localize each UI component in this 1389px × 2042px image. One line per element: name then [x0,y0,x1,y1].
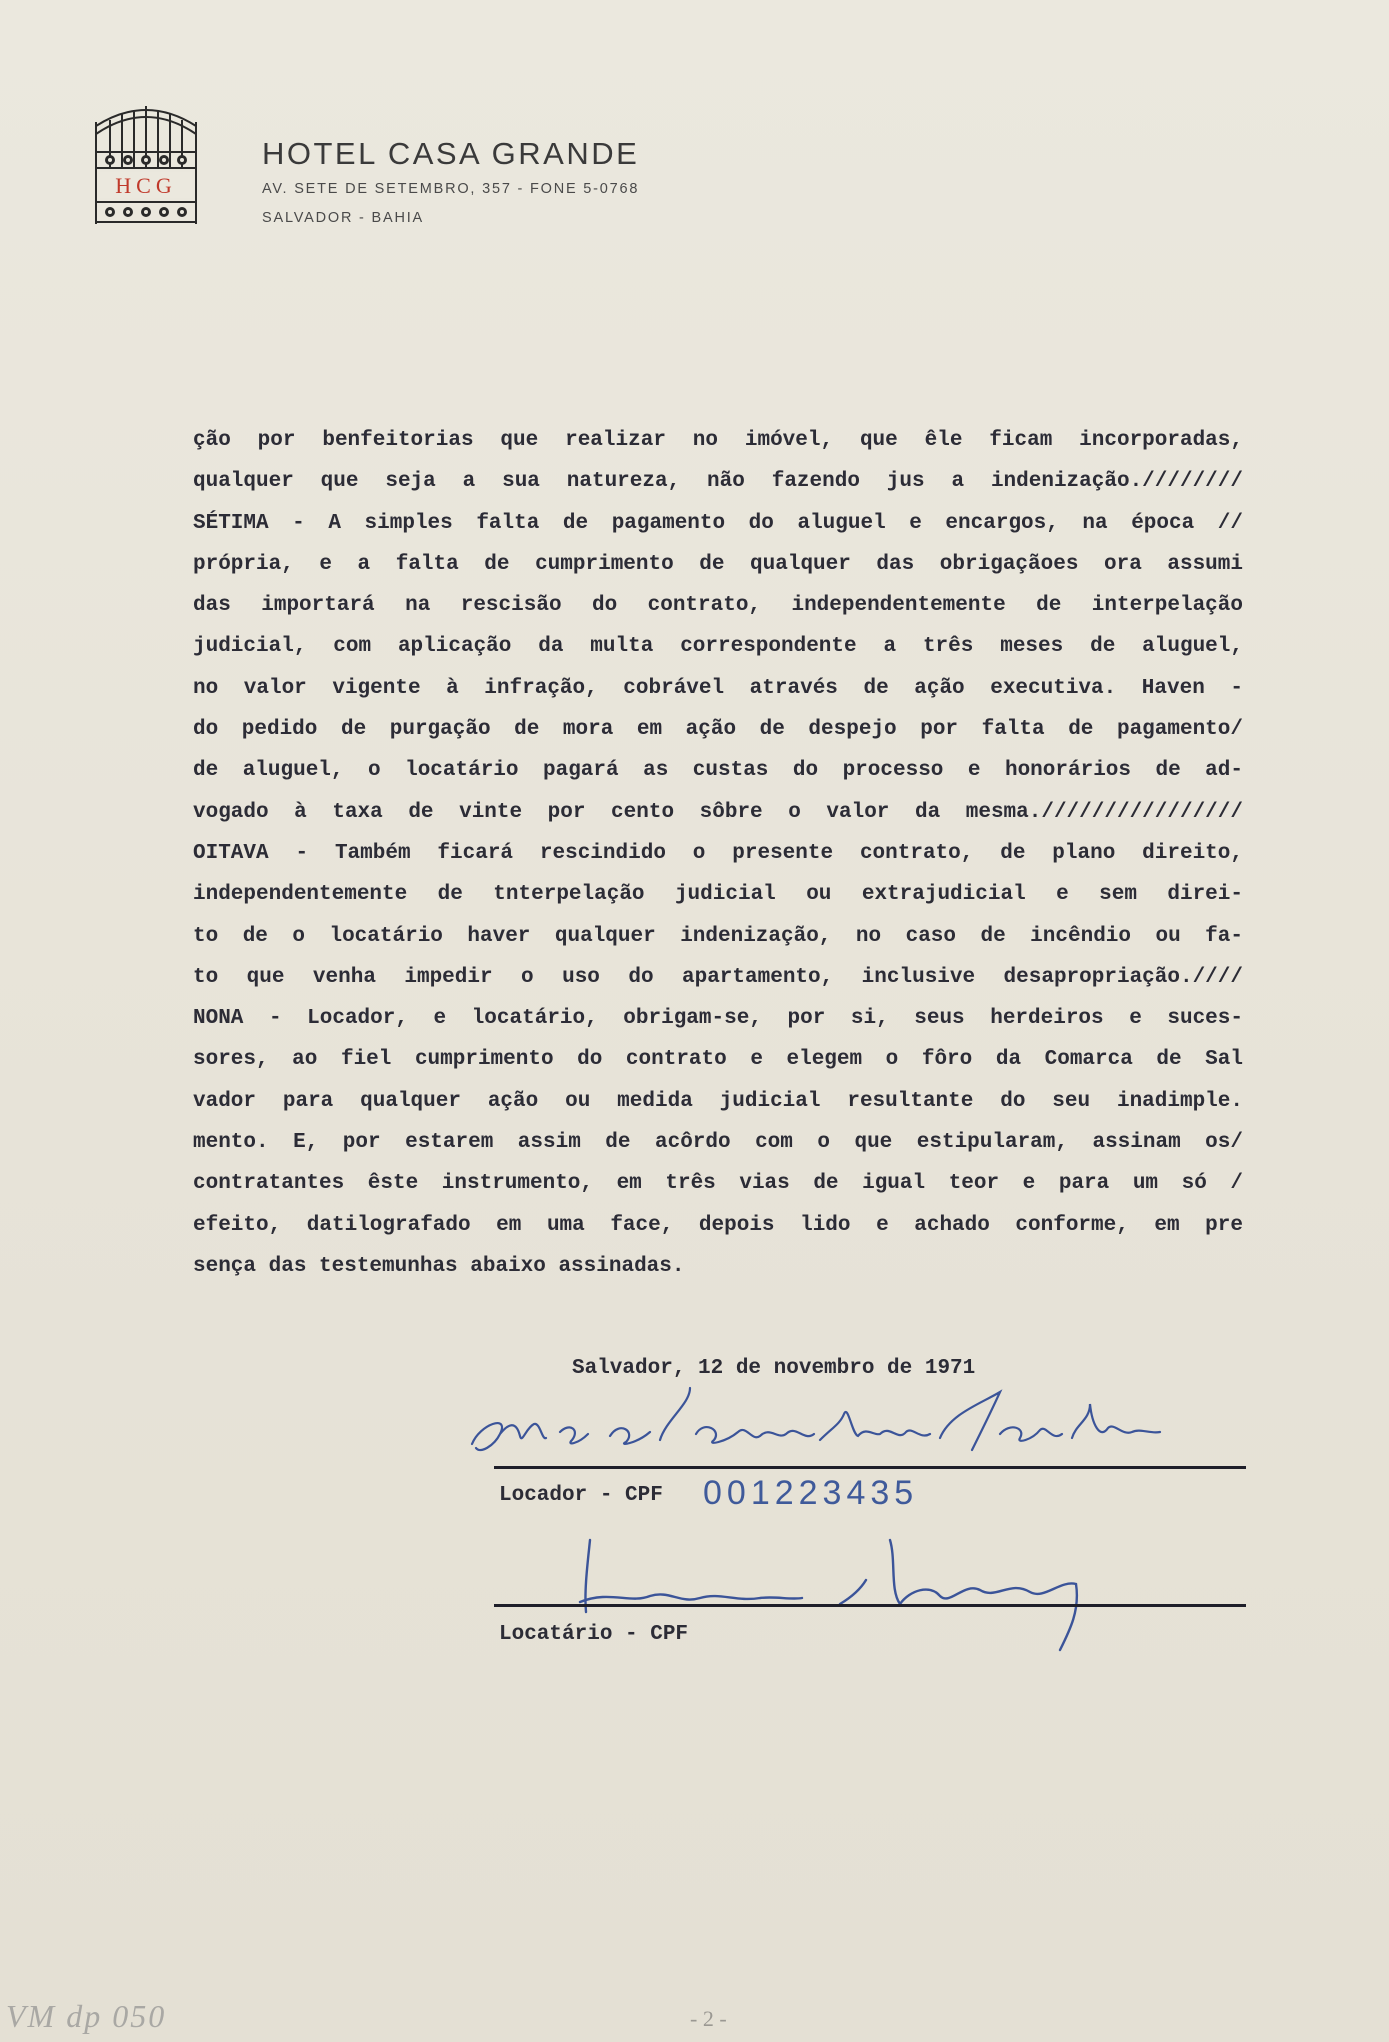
hotel-address: AV. SETE DE SETEMBRO, 357 - FONE 5-0768 [262,181,640,197]
body-line: contratantes êste instrumento, em três vias de igual teor e para um só / [193,1172,1243,1196]
locatario-label: Locatário - CPF [499,1623,689,1646]
locador-signature-line [494,1466,1246,1469]
locador-cpf: 001223435 [703,1474,919,1512]
hotel-city: SALVADOR - BAHIA [262,210,425,226]
body-line: to de o locatário haver qualquer indenização, no caso de incêndio ou fa- [193,924,1243,948]
hotel-name: HOTEL CASA GRANDE [262,136,640,171]
body-line: sença das testemunhas abaixo assinadas. [193,1254,685,1278]
logo-monogram: HCG [115,173,177,198]
body-line: sores, ao fiel cumprimento do contrato e elegem o fôro da Comarca de Sal [193,1048,1243,1072]
place-date: Salvador, 12 de novembro de 1971 [572,1357,976,1380]
body-line: to que venha impedir o uso do apartamento, inclusive desapropriação.//// [193,965,1243,989]
ornamental-gate-icon [92,104,200,228]
locador-signature-stroke [472,1388,1160,1450]
body-line: vogado à taxa de vinte por cento sôbre o valor da mesma.//////////////// [193,800,1243,824]
body-line: independentemente de tnterpelação judicial ou extrajudicial e sem direi- [193,883,1243,907]
body-line: do pedido de purgação de mora em ação de despejo por falta de pagamento/ [193,718,1243,742]
body-line: NONA - Locador, e locatário, obrigam-se, por si, seus herdeiros e suces- [193,1007,1243,1031]
locador-label: Locador - CPF [499,1484,663,1507]
body-line: efeito, datilografado em uma face, depois lido e achado conforme, em pre [193,1213,1243,1237]
body-line: OITAVA - Também ficará rescindido o presente contrato, de plano direito, [193,841,1243,865]
body-line: mento. E, por estarem assim de acôrdo com o que estipularam, assinam os/ [193,1131,1243,1155]
body-line: qualquer que seja a sua natureza, não fazendo jus a indenização.//////// [193,470,1243,494]
body-line: vador para qualquer ação ou medida judicial resultante do seu inadimple. [193,1089,1243,1113]
locatario-signature-line [494,1604,1246,1607]
locador-signature [460,1384,1180,1474]
body-line: de aluguel, o locatário pagará as custas do processo e honorários de ad- [193,759,1243,783]
contract-body [193,420,1243,1287]
body-line: judicial, com aplicação da multa correspondente a três meses de aluguel, [193,635,1243,659]
body-line: das importará na rescisão do contrato, independentemente de interpelação [193,594,1243,618]
body-line: no valor vigente à infração, cobrável através de ação executiva. Haven - [193,676,1243,700]
body-line: SÉTIMA - A simples falta de pagamento do aluguel e encargos, na época // [193,511,1243,535]
body-line: ção por benfeitorias que realizar no imóvel, que êle ficam incorporadas, [193,429,1243,452]
page-number: - 2 - [690,2006,727,2031]
hotel-logo [92,104,200,228]
archive-note: VM dp 050 [6,1998,167,2034]
body-line: própria, e a falta de cumprimento de qualquer das obrigaçãoes ora assumi [193,552,1243,576]
